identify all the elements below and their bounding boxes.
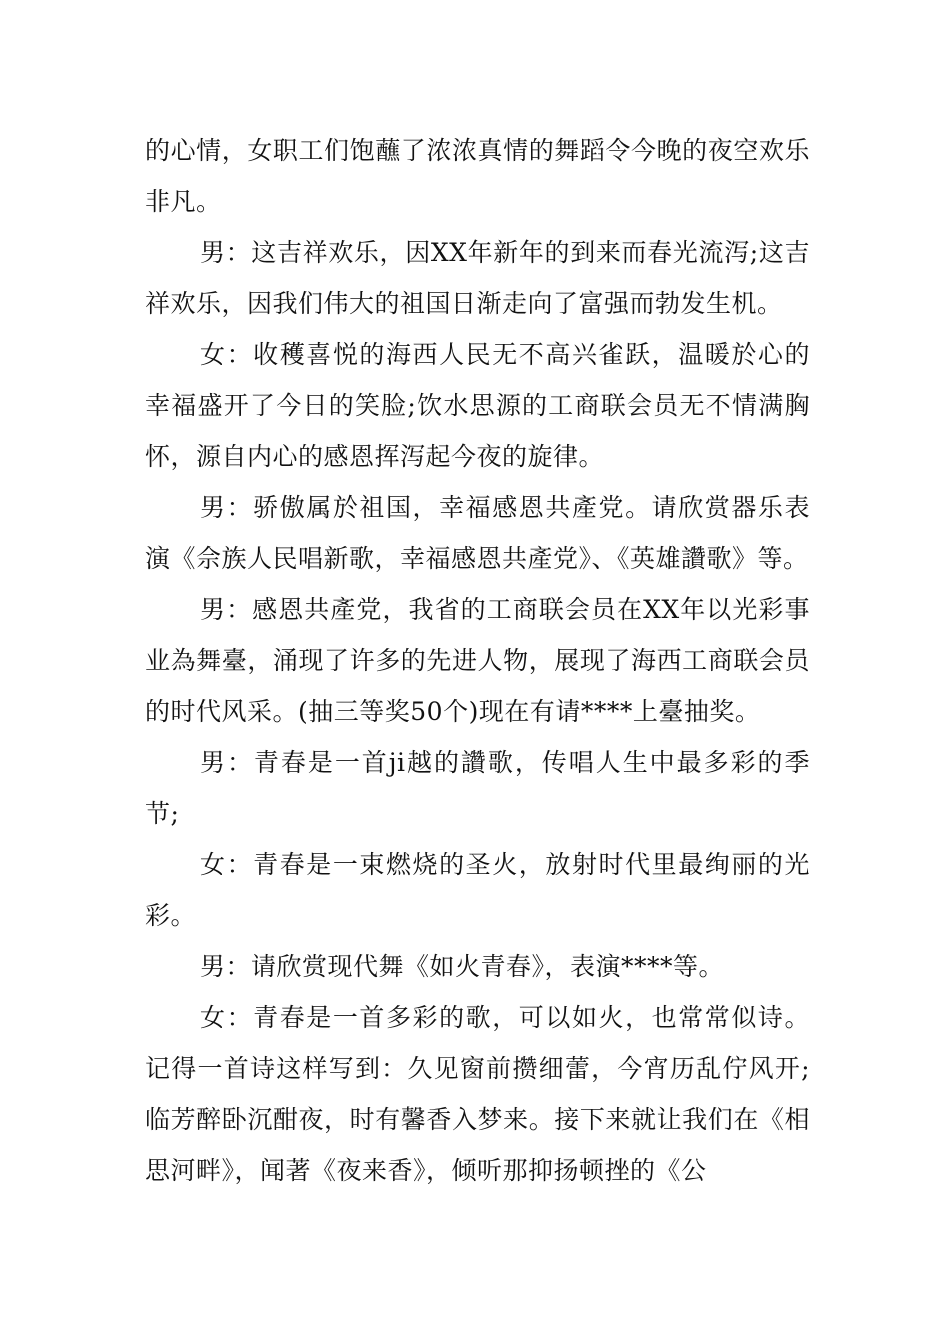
paragraph-2: 男：这吉祥欢乐，因XX年新年的到来而春光流泻;这吉祥欢乐，因我们伟大的祖国日渐走向了富强而勃发生机。 <box>145 238 810 318</box>
paragraph-6: 男：青春是一首ji越的讚歌，传唱人生中最多彩的季节; <box>145 748 810 828</box>
paragraph-7: 女：青春是一束燃烧的圣火，放射时代里最绚丽的光彩。 <box>145 850 810 930</box>
paragraph-8: 男：请欣赏现代舞《如火青春》，表演****等。 <box>200 952 725 981</box>
document-body <box>145 125 810 1196</box>
paragraph-9: 女：青春是一首多彩的歌，可以如火，也常常似诗。记得一首诗这样写到：久见窗前攒细蕾，今宵历乱佇风开;临芳醉卧沉酣夜，时有馨香入梦来。接下来就让我们在《相思河畔》，闻著《夜来香》，倾听那抑扬顿挫的《公 <box>145 1003 810 1185</box>
paragraph-5: 男：感恩共產党，我省的工商联会员在XX年以光彩事业為舞臺，涌现了许多的先进人物，展现了海西工商联会员的时代风采。(抽三等奖50个)现在有请****上臺抽奖。 <box>145 595 810 726</box>
paragraph-1: 的心情，女职工们饱蘸了浓浓真情的舞蹈令今晚的夜空欢乐非凡。 <box>145 136 810 216</box>
paragraph-4: 男：骄傲属於祖国，幸福感恩共產党。请欣赏器乐表演《佘族人民唱新歌，幸福感恩共產党》、《英雄讚歌》等。 <box>145 493 810 573</box>
paragraph-3: 女：收穫喜悦的海西人民无不高兴雀跃，温暖於心的幸福盛开了今日的笑脸;饮水思源的工商联会员无不情满胸怀，源自内心的感恩挥泻起今夜的旋律。 <box>145 340 810 471</box>
